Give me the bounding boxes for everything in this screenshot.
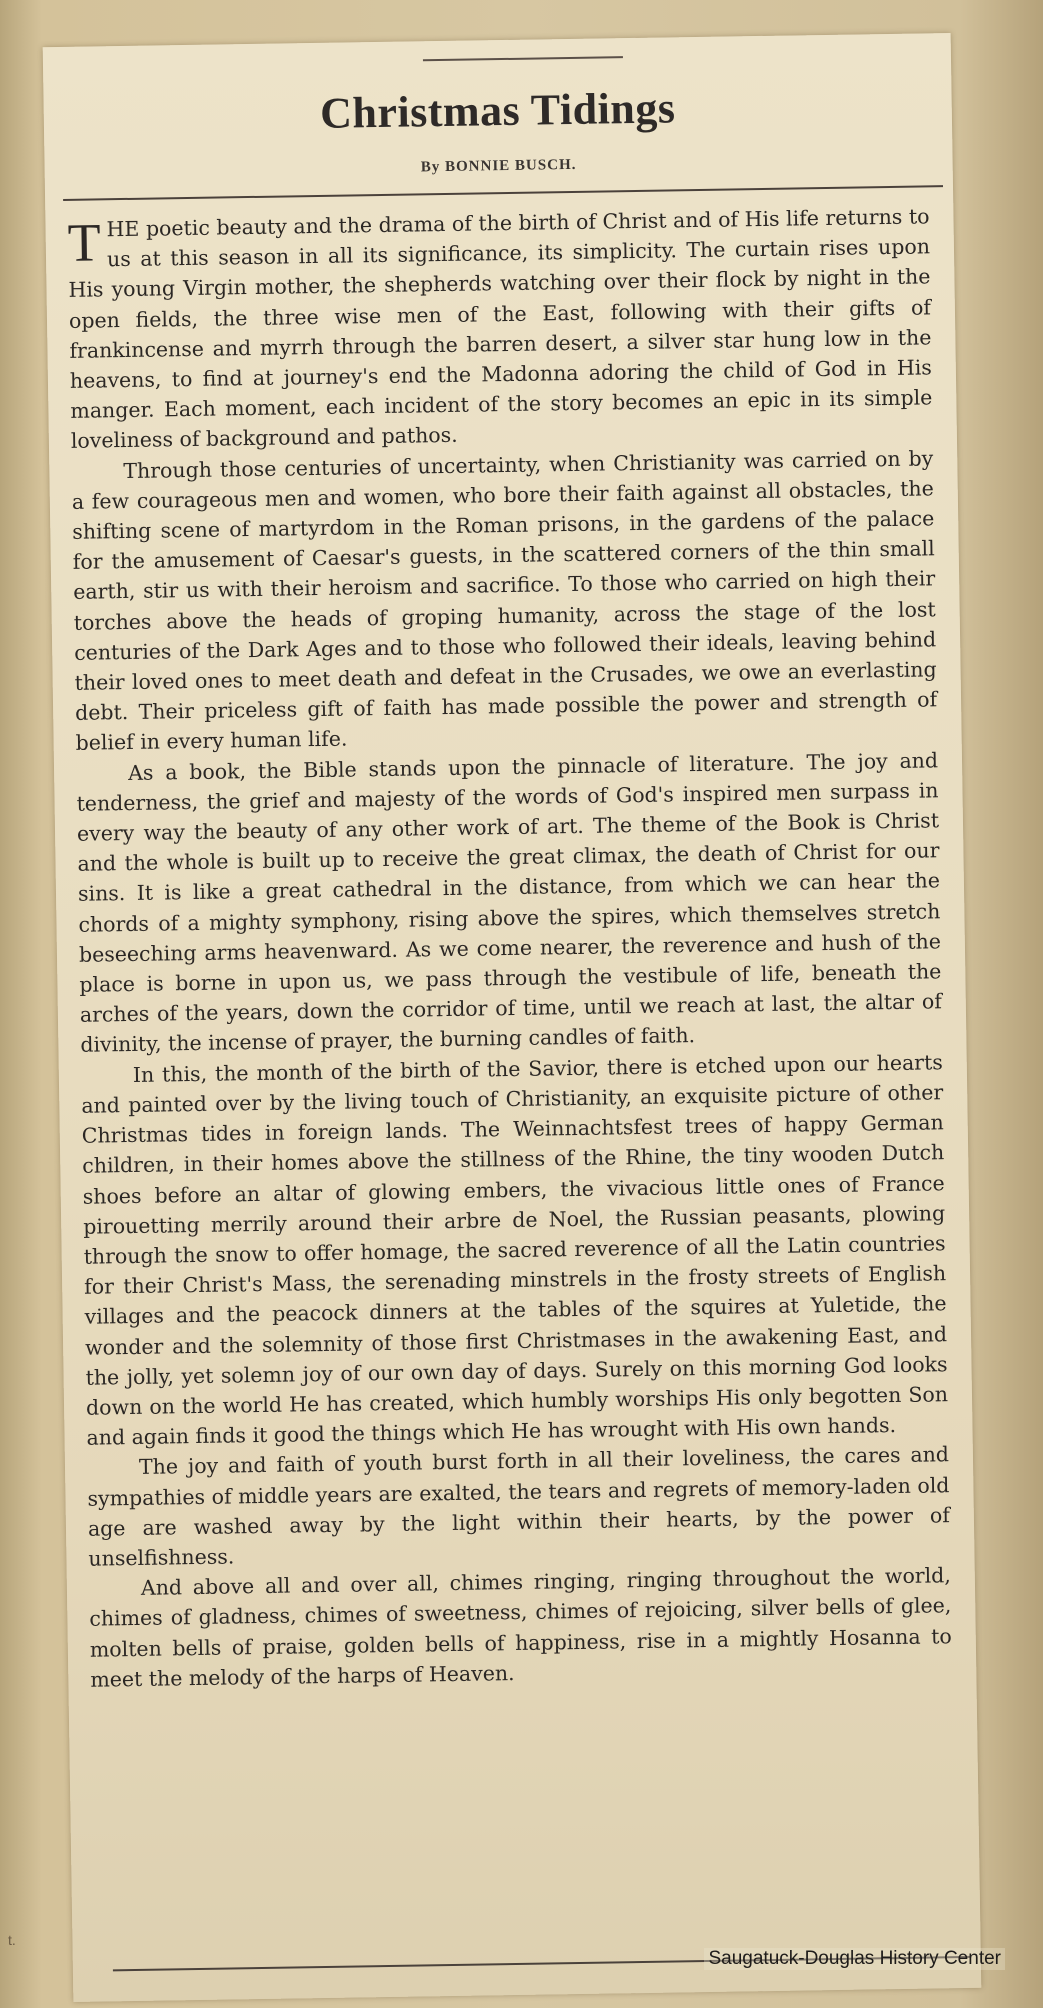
paragraph-4: In this, the month of the birth of the Savior, there is etched upon our hearts and painted over by the living touch of Christianity, an exquisite picture of other Christmas tides in foreign lands. The Weinnachtsfest trees of happy German children, in their homes above the stillness of the Rhine, the tiny wooden Dutch shoes before an altar of glowing embers, the vivacious little ones of France pirouetting merrily around their arbre de Noel, the Russian peasants, plowing through the snow to offer homage, the sacred reverence of all the Latin countries for their Christ's Mass, the serenading minstrels in the frosty streets of English villages and the peacock dinners at the tables of the squires at Yuletide, the wonder and the solemnity of those first Christmases in the awakening East, and the jolly, yet solemn joy of our own day of days. Surely on this morning God looks down on the world He has created, which humbly worships His only begotten Son and again finds it good the things which He has wrought with His own hands. [81, 1049, 949, 1450]
drop-cap: T [67, 212, 102, 273]
edge-mark: t. [8, 1932, 16, 1948]
paragraph-1 [67, 201, 933, 456]
paragraph-1-text: HE poetic beauty and the drama of the birth of Christ and of His life returns to us at this season in all its significance, its simplicity. The curtain rises upon His young Virgin mother, the shepherds watching over their flock by night in the open fields, the three wise men of the East, following with their gifts of frankincense and myrrh through the barren desert, a silver star hung low in the heavens, to find at journey's end the Madonna adoring the child of God in His manger. Each moment, each incident of the story becomes an epic in its simple loveliness of background and pathos. [68, 204, 933, 454]
byline-rule [63, 185, 943, 201]
paragraph-2: Through those centuries of uncertainty, when Christianity was carried on by a few courageous men and women, who bore their faith against all obstacles, the shifting scene of martyrdom in the Roman prisons, in the gardens of the palace for the amusement of Caesar's guests, in the scattered corners of the thin small earth, stir us with their heroism and sacrifice. To those who carried on high their torches above the heads of groping humanity, across the stage of the lost centuries of the Dark Ages and to those who followed their ideals, leaving behind their loved ones to meet death and defeat in the Crusades, we owe an everlasting debt. Their priceless gift of faith has made possible the power and strength of belief in every human life. [71, 445, 938, 756]
watermark: Saugatuck-Douglas History Center [704, 1948, 1005, 1970]
headline: Christmas Tidings [319, 83, 676, 138]
paragraph-3: As a book, the Bible stands upon the pinnacle of literature. The joy and tenderness, the grief and majesty of the words of God's inspired men surpass in every way the beauty of any other work of art. The theme of the Book is Christ and the whole is built up to receive the great climax, the death of Christ for our sins. It is like a great cathedral in the distance, from which we can hear the chords of a mighty symphony, rising above the spires, which themselves stretch beseeching arms heavenward. As we come nearer, the reverence and hush of the place is borne in upon us, we pass through the vestibule of life, beneath the arches of the years, down the corridor of time, until we reach at last, the altar of divinity, the incense of prayer, the burning candles of faith. [76, 747, 942, 1058]
byline: By BONNIE BUSCH. [420, 156, 577, 176]
paragraph-6: And above all and over all, chimes ringing, ringing throughout the world, chimes of gladness, chimes of sweetness, chimes of rejoicing, silver bells of glee, molten bells of praise, golden bells of happiness, rise in a mightly Hosanna to meet the melody of the harps of Heaven. [89, 1563, 952, 1692]
newspaper-clipping [43, 33, 982, 2002]
article-body [67, 201, 952, 1694]
paragraph-5: The joy and faith of youth burst forth in all their loveliness, the cares and sympathies of middle years are exalted, the tears and regrets of memory-laden old age are washed away by the light within their hearts, by the power of unselfishness. [87, 1442, 951, 1571]
top-rule [423, 56, 623, 61]
